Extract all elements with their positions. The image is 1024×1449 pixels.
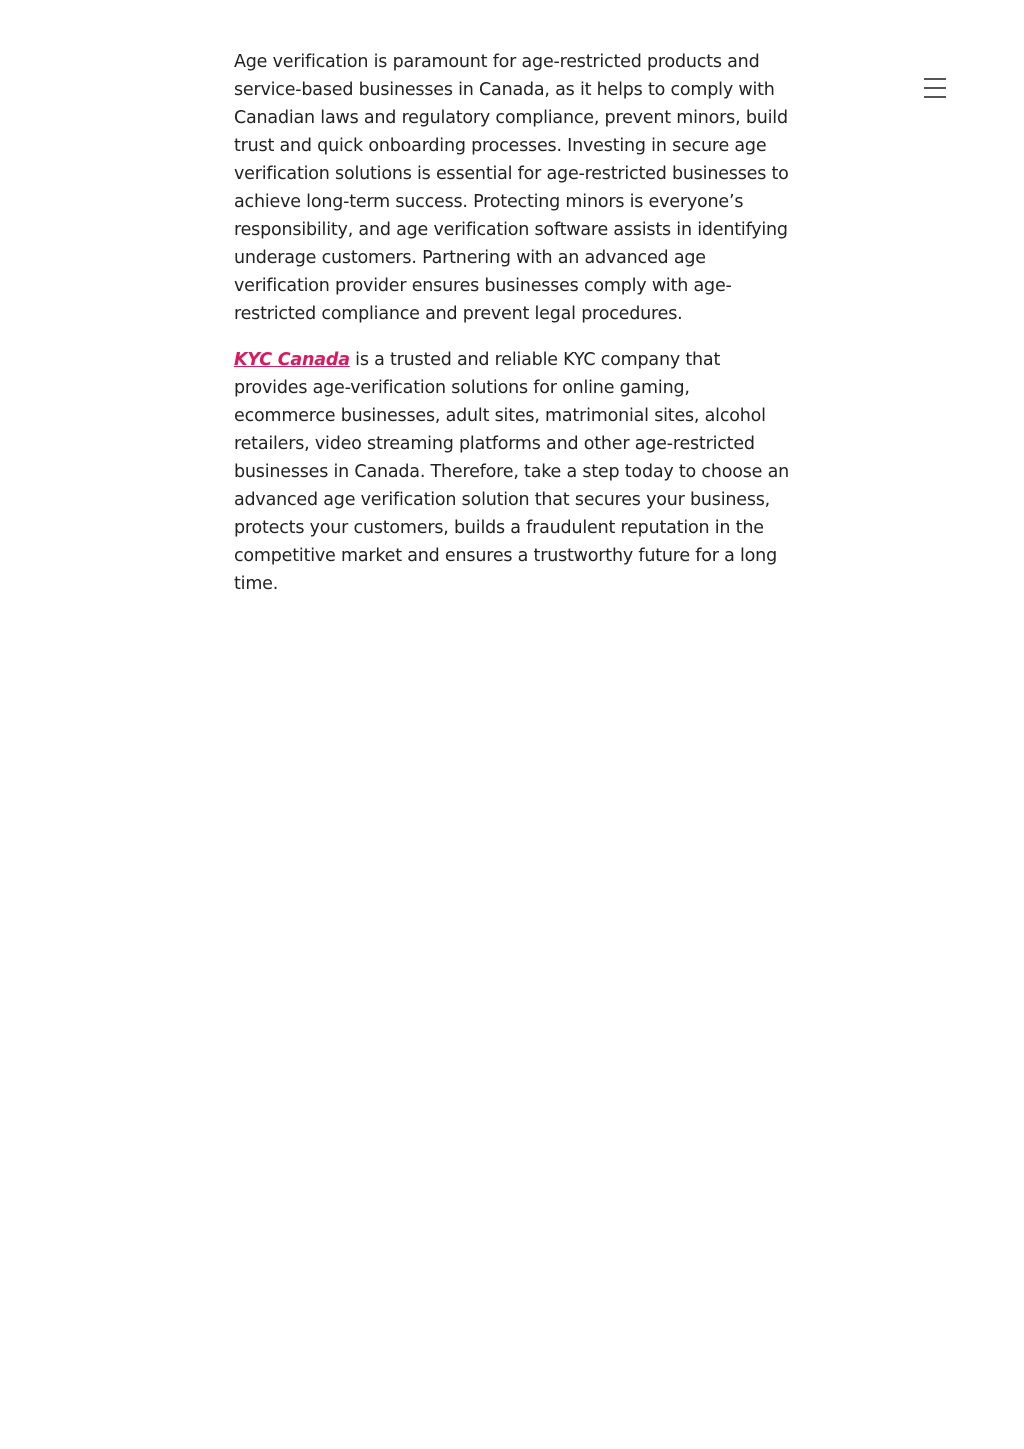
menu-line-top (924, 78, 946, 80)
article-paragraph-2-text: is a trusted and reliable KYC company that provides age-verification solutions for online gaming, ecommerce businesses, adult sites, matrimonial sites, alcohol retailers, video streaming platforms and other age-restricted businesses in Canada. Therefore, take a step today to choose an advanced age verification solution that secures your business, protects your customers, builds a fraudulent reputation in the competitive market and ensures a trustworthy future for a long time. (234, 350, 790, 594)
menu-line-middle (924, 87, 946, 89)
hamburger-menu-icon[interactable] (920, 76, 950, 102)
kyc-canada-link[interactable]: KYC Canada (234, 350, 350, 370)
article-paragraph-2 (234, 346, 796, 598)
article-paragraph-1: Age verification is paramount for age-restricted products and service-based businesses in Canada, as it helps to comply with Canadian laws and regulatory compliance, prevent minors, build trust and quick onboarding processes. Investing in secure age verification solutions is essential for age-restricted businesses to achieve long-term success. Protecting minors is everyone’s responsibility, and age verification software assists in identifying underage customers. Partnering with an advanced age verification provider ensures businesses comply with age-restricted compliance and prevent legal procedures. (234, 52, 789, 324)
article-body (234, 48, 796, 616)
menu-line-bottom (924, 96, 946, 98)
